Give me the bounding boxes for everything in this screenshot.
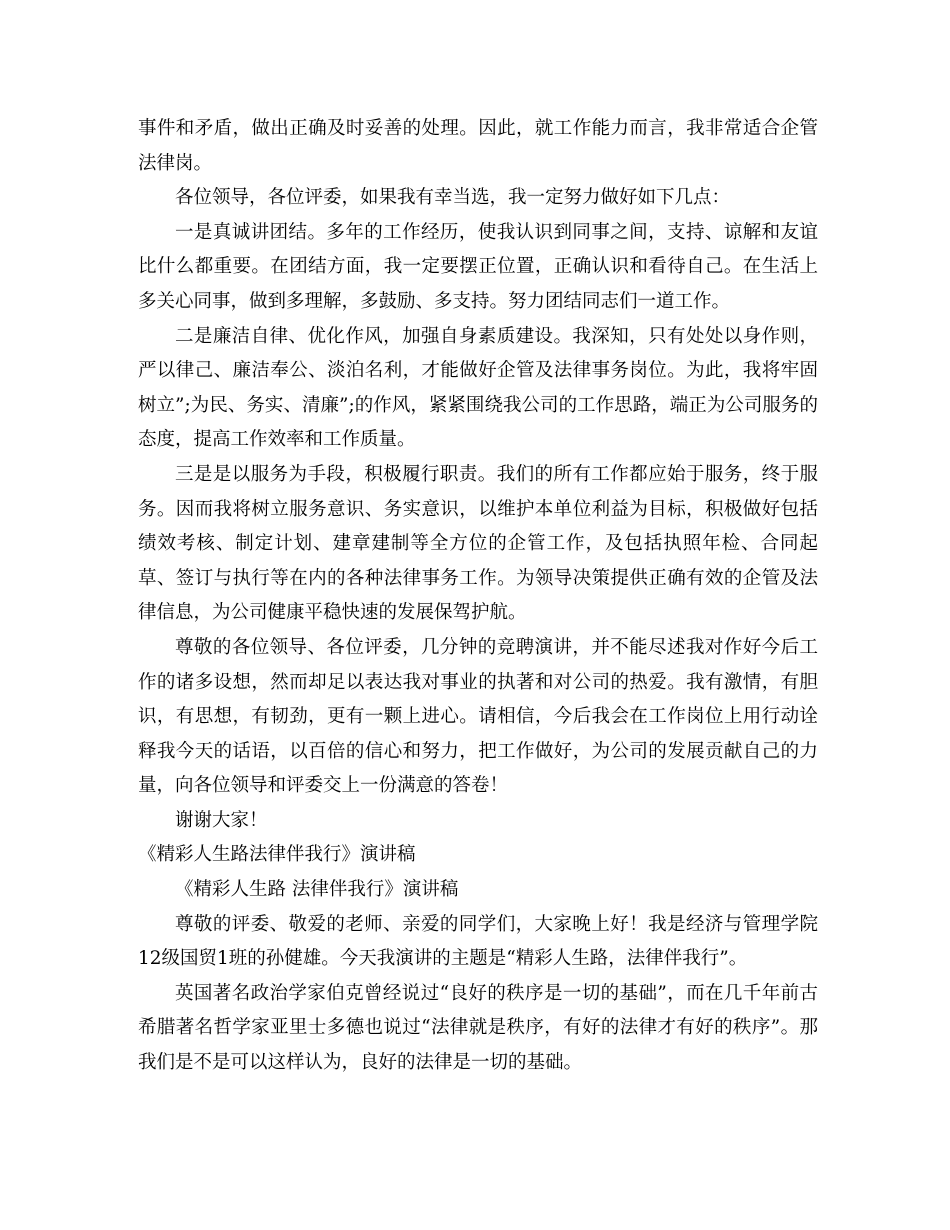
document-body <box>138 112 818 1081</box>
paragraph-1: 事件和矛盾，做出正确及时妥善的处理。因此，就工作能力而言，我非常适合企管法律岗。 <box>138 118 818 174</box>
paragraph-3: 一是真诚讲团结。多年的工作经历，使我认识到同事之间，支持、谅解和友谊比什么都重要。在团结方面，我一定要摆正位置，正确认识和看待自己。在生活上多关心同事，做到多理解，多鼓励、多支持。努力团结同志们一道工作。 <box>138 221 818 312</box>
paragraph-4: 二是廉洁自律、优化作风，加强自身素质建设。我深知，只有处处以身作则，严以律己、廉洁奉公、淡泊名利，才能做好企管及法律事务岗位。为此，我将牢固树立”;为民、务实、清廉”;的作风，紧紧围绕我公司的工作思路，端正为公司服务的态度，提高工作效率和工作质量。 <box>138 325 818 451</box>
paragraph-quote: 英国著名政治学家伯克曾经说过“良好的秩序是一切的基础”，而在几千年前古希腊著名哲学家亚里士多德也说过“法律就是秩序，有好的法律才有好的秩序”。那我们是不是可以这样认为，良好的法律是一切的基础。 <box>138 982 818 1074</box>
speech-title: 《精彩人生路法律伴我行》演讲稿 <box>138 844 416 866</box>
speech-subtitle: 《精彩人生路 法律伴我行》演讲稿 <box>175 879 459 901</box>
paragraph-greeting: 尊敬的评委、敬爱的老师、亲爱的同学们，大家晚上好！我是经济与管理学院12级国贸1班的孙健雄。今天我演讲的主题是“精彩人生路，法律伴我行”。 <box>138 913 818 970</box>
paragraph-5: 三是是以服务为手段，积极履行职责。我们的所有工作都应始于服务，终于服务。因而我将树立服务意识、务实意识，以维护本单位利益为目标，积极做好包括绩效考核、制定计划、建章建制等全方位的企管工作，及包括执照年检、合同起草、签订与执行等在内的各种法律事务工作。为领导决策提供正确有效的企管及法律信息，为公司健康平稳快速的发展保驾护航。 <box>138 463 818 624</box>
paragraph-2: 各位领导，各位评委，如果我有幸当选，我一定努力做好如下几点： <box>175 187 731 209</box>
paragraph-thanks: 谢谢大家！ <box>175 809 268 831</box>
paragraph-6: 尊敬的各位领导、各位评委，几分钟的竞聘演讲，并不能尽述我对作好今后工作的诸多设想，然而却足以表达我对事业的执著和对公司的热爱。我有激情，有胆识，有思想，有韧劲，更有一颗上进心。请相信，今后我会在工作岗位上用行动诠释我今天的话语，以百倍的信心和努力，把工作做好，为公司的发展贡献自己的力量，向各位领导和评委交上一份满意的答卷！ <box>138 636 818 797</box>
